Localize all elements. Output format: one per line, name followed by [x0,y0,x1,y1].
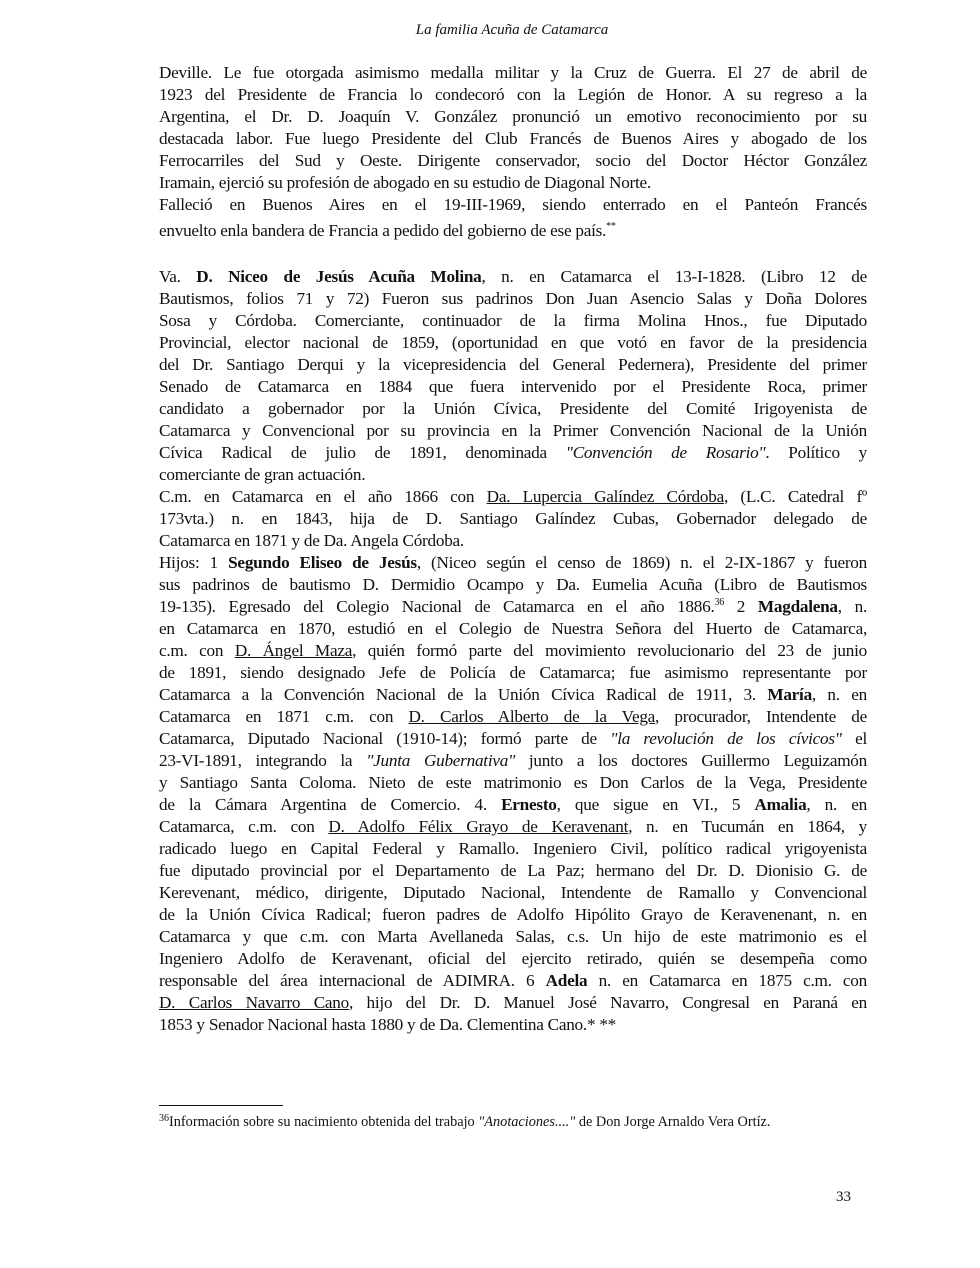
text-segment: , n. [837,597,867,616]
superscript-mark: 36 [714,597,724,608]
text-segment: Ingeniero Adolfo de Keravenant, oficial del ejercito retirado, quién se desempeña como [159,949,867,968]
text-line [159,816,867,838]
text-segment: , que sigue en VI., 5 [556,795,755,814]
text-line [159,574,867,596]
text-line [159,220,867,242]
text-line [159,310,867,332]
text-line [159,486,867,508]
text-segment: 19-135). Egresado del Colegio Nacional de Catamarca en el año 1886. [159,597,715,616]
text-line [159,552,867,574]
text-line [159,420,867,442]
text-segment: , n. en [806,795,867,814]
text-segment: responsable del área internacional de ADIMRA. 6 [159,971,546,990]
text-line [159,860,867,882]
paragraph [159,486,867,552]
text-line [159,62,867,84]
text-line [159,838,867,860]
text-segment: comerciante de gran actuación. [159,465,366,484]
text-segment: Catamarca y que c.m. con Marta Avellaneda Salas, c.s. Un hijo de este matrimonio es el [159,927,867,946]
text-segment: 173vta.) n. en 1843, hija de D. Santiago Galíndez Cubas, Gobernador delegado de [159,509,867,528]
bold-name: D. Niceo de Jesús Acuña Molina [196,267,482,286]
text-segment: Iramain, ejerció su profesión de abogado en su estudio de Diagonal Norte. [159,173,651,192]
text-segment: , n. en [811,685,867,704]
text-segment: Catamarca y Convencional por su provincia en la Primer Convención Nacional de la Unión [159,421,867,440]
page-number: 33 [836,1189,851,1205]
text-segment: , hijo del Dr. D. Manuel José Navarro, Congresal en Paraná en [348,993,868,1012]
bold-name: Adela [545,971,588,990]
superscript-mark: ** [606,221,616,232]
underlined-name: D. Carlos Alberto de la Vega [408,707,656,726]
underlined-name: D. Carlos Navarro Cano [159,993,349,1012]
text-line [159,508,867,530]
text-segment: Bautismos, folios 71 y 72) Fueron sus padrinos Don Juan Asencio Salas y Doña Dolores [159,289,867,308]
text-line [159,128,867,150]
footnote [159,1113,770,1131]
italic-quote: "Convención de Rosario" [565,443,766,462]
text-segment: Catamarca a la Convención Nacional de la Unión Cívica Radical de 1911, 3. [159,685,768,704]
text-segment: fue diputado provincial por el Departamento de La Paz; hermano del Dr. D. Dionisio G. de [159,861,867,880]
text-line [159,354,867,376]
text-line [159,398,867,420]
text-line [159,288,867,310]
footnote-number: 36 [159,1113,169,1124]
text-segment: , (L.C. Catedral fº [723,487,867,506]
text-line [159,172,867,194]
underlined-name: D. Ángel Maza [234,641,353,660]
text-segment: el [841,729,868,748]
text-segment: , quién formó parte del movimiento revolucionario del 23 de junio [352,641,867,660]
text-line [159,266,867,288]
text-segment: Ferrocarriles del Sud y Oeste. Dirigente conservador, socio del Doctor Héctor González [159,151,867,170]
text-segment: Hijos: 1 [159,553,229,572]
text-segment: sus padrinos de bautismo D. Dermidio Ocampo y Da. Eumelia Acuña (Libro de Bautismos [159,575,867,594]
text-segment: Senado de Catamarca en 1884 que fuera intervenido por el Presidente Roca, primer [159,377,867,396]
text-line [159,332,867,354]
footnote-separator [159,1105,283,1106]
text-line [159,376,867,398]
text-segment: candidato a gobernador por la Unión Cívica, Presidente del Comité Irigoyenista de [159,399,867,418]
text-segment: destacada labor. Fue luego Presidente del Club Francés de Buenos Aires y abogado de los [159,129,867,148]
italic-quote: "Junta Gubernativa" [366,751,516,770]
text-line [159,772,867,794]
text-line [159,1014,867,1036]
paragraph [159,62,867,194]
text-segment: Catamarca, Diputado Nacional (1910-14); formó parte de [159,729,611,748]
paragraph [159,194,867,242]
text-line [159,904,867,926]
text-line [159,106,867,128]
text-segment: junto a los doctores Guillermo Leguizamón [515,751,867,770]
text-segment: 1853 y Senador Nacional hasta 1880 y de Da. Clementina Cano.* ** [159,1015,617,1034]
text-segment: 23-VI-1891, integrando la [159,751,367,770]
text-segment: en Catamarca en 1870, estudió en el Colegio de Nuestra Señora del Huerto de Catamarca, [159,619,867,638]
text-line [159,750,867,772]
body-text [159,62,867,1036]
text-segment: y Santiago Santa Coloma. Nieto de este matrimonio es Don Carlos de la Vega, Presidente [159,773,867,792]
text-segment: del Dr. Santiago Derqui y la vicepresidencia del General Pedernera), Presidente del primer [159,355,867,374]
text-segment: , procurador, Intendente de [655,707,868,726]
text-line [159,442,867,464]
bold-name: Magdalena [757,597,838,616]
text-segment: de la Unión Cívica Radical; fueron padres de Adolfo Hipólito Grayo de Keravenenant, n. en [159,905,867,924]
text-line [159,970,867,992]
paragraph [159,266,867,486]
text-line [159,728,867,750]
bold-name: Segundo Eliseo de Jesús [228,553,417,572]
text-segment: de 1891, siendo designado Jefe de Policía de Catamarca; fue asimismo representante por [159,663,867,682]
text-line [159,992,867,1014]
text-segment: Va. [159,267,197,286]
text-segment: Argentina, el Dr. D. Joaquín V. González pronunció un emotivo reconocimiento por su [159,107,867,126]
text-line [159,882,867,904]
text-line [159,926,867,948]
text-segment: Falleció en Buenos Aires en el 19-III-1969, siendo enterrado en el Panteón Francés [159,195,867,214]
text-segment: Catamarca, c.m. con [159,817,329,836]
text-line [159,662,867,684]
text-line [159,194,867,216]
text-line [159,794,867,816]
text-segment: c.m. con [159,641,235,660]
bold-name: Amalia [754,795,807,814]
text-line [159,464,867,486]
text-segment: de la Cámara Argentina de Comercio. 4. [159,795,502,814]
text-segment: , n. en Tucumán en 1864, y [628,817,868,836]
text-segment: Catamarca en 1871 c.m. con [159,707,409,726]
text-line [159,84,867,106]
text-line [159,618,867,640]
text-line [159,948,867,970]
underlined-name: D. Adolfo Félix Grayo de Keravenant [328,817,629,836]
paragraph [159,552,867,1036]
bold-name: María [767,685,812,704]
footnote-text-end: de Don Jorge Arnaldo Vera Ortíz. [575,1114,771,1130]
footnote-italic-title: "Anotaciones...." [478,1114,576,1130]
text-line [159,706,867,728]
text-segment: C.m. en Catamarca en el año 1866 con [159,487,487,506]
italic-quote: "la revolución de los cívicos" [610,729,842,748]
text-segment: , n. en Catamarca el 13-I-1828. (Libro 12 de [481,267,867,286]
text-segment: radicado luego en Capital Federal y Ramallo. Ingeniero Civil, político radical yrigoyenista [159,839,867,858]
text-line [159,684,867,706]
text-segment: Deville. Le fue otorgada asimismo medalla militar y la Cruz de Guerra. El 27 de abril de [159,63,867,82]
text-segment: Provincial, elector nacional de 1859, (oportunidad en que votó en favor de la presidencia [159,333,867,352]
text-segment: 2 [724,597,758,616]
text-segment: Catamarca en 1871 y de Da. Angela Córdoba. [159,531,464,550]
footnote-text: Información sobre su nacimiento obtenida del trabajo [169,1114,479,1130]
text-segment: Sosa y Córdoba. Comerciante, continuador de la firma Molina Hnos., fue Diputado [159,311,867,330]
text-segment: , (Niceo según el censo de 1869) n. el 2-IX-1867 y fueron [416,553,867,572]
text-segment: Kerevenant, médico, dirigente, Diputado Nacional, Intendente de Ramallo y Convencional [159,883,867,902]
text-segment: n. en Catamarca en 1875 c.m. con [587,971,867,990]
running-header: La familia Acuña de Catamarca [415,22,609,38]
bold-name: Ernesto [501,795,557,814]
text-line [159,150,867,172]
text-segment: . Político y [765,443,867,462]
text-segment: Cívica Radical de julio de 1891, denominada [159,443,566,462]
text-segment: envuelto enla bandera de Francia a pedido del gobierno de ese país. [159,221,607,240]
text-line [159,640,867,662]
text-line [159,530,867,552]
text-line [159,596,867,618]
underlined-name: Da. Lupercia Galíndez Córdoba [486,487,724,506]
text-segment: 1923 del Presidente de Francia lo condecoró con la Legión de Honor. A su regreso a la [159,85,867,104]
